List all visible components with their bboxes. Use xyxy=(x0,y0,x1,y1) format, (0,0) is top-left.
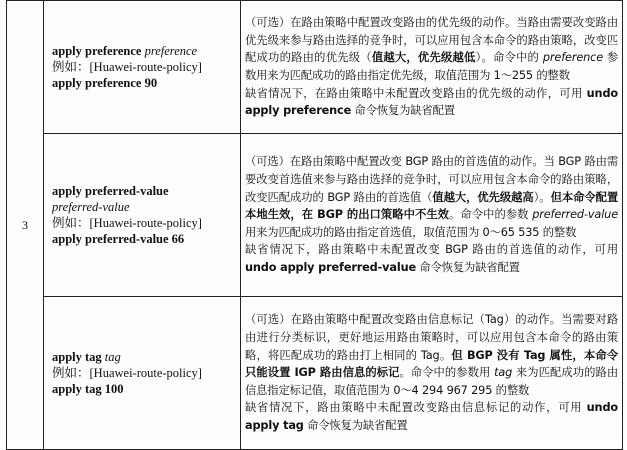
command-parameter: preferred-value xyxy=(52,200,130,214)
command-cell xyxy=(44,297,241,450)
table-row xyxy=(7,1,623,134)
example-line: 例如：[Huawei-route-policy] xyxy=(52,216,202,230)
example-command: apply tag 100 xyxy=(52,382,124,396)
command-syntax: apply preferred-value xyxy=(52,184,169,198)
description-paragraph: （可选）在路由策略中配置改变路由信息标记（Tag）的动作。当需要对路由进行分类标识，更好地运用路由策略时，可以应用包含本命令的路由策略，将匹配成功的路由打上相同的 Tag。但 BGP 没有 Tag 属性，本命令只能设置 IGP 路由信息的标记。命令中的参数用 tag 来为匹配成功的路由信息指定标记值，取值范围为 0～4 294 967 295 的整数 xyxy=(245,313,618,397)
default-paragraph: 缺省情况下，路由策略中未配置改变路由信息标记的动作，可用 undo apply tag 命令恢复为缺省配置 xyxy=(245,401,618,432)
default-paragraph: 缺省情况下，路由策略中未配置改变 BGP 路由的首选值的动作，可用 undo apply preferred-value 命令恢复为缺省配置 xyxy=(245,243,618,274)
example-line: 例如：[Huawei-route-policy] xyxy=(52,366,202,380)
default-paragraph: 缺省情况下，在路由策略中未配置改变路由的优先级的动作，可用 undo apply preference 命令恢复为缺省配置 xyxy=(245,86,618,118)
example-command: apply preference 90 xyxy=(52,76,158,90)
command-parameter: preference xyxy=(144,44,198,58)
example-command: apply preferred-value 66 xyxy=(52,232,185,246)
command-table xyxy=(6,0,623,450)
command-syntax: apply tag tag xyxy=(52,350,121,364)
description-paragraph: （可选）在路由策略中配置改变 BGP 路由的首选值的动作。当 BGP 路由需要改变首选值来参与路由选择的竞争时，可以应用包含本命令的路由策略，改变匹配成功的 BGP 路由的首选值（值越大，优先级越高）。但本命令配置本地生效，在 BGP 的出口策略中不生效。命令中的参数 preferred-value 用来为匹配成功的路由指定首选值，取值范围为 0～65 535 的整数 xyxy=(245,155,618,239)
description-cell xyxy=(241,297,623,450)
table-row xyxy=(7,297,623,450)
row-number: 3 xyxy=(7,1,44,450)
example-line: 例如：[Huawei-route-policy] xyxy=(52,60,202,74)
command-parameter: tag xyxy=(104,350,121,364)
command-syntax: apply preference preference xyxy=(52,44,198,58)
command-cell xyxy=(44,1,241,134)
description-paragraph: （可选）在路由策略中配置改变路由的优先级的动作。当路由需要改变路由优先级来参与路由选择的竞争时，可以应用包含本命令的路由策略，改变匹配成功的路由的优先级（值越大，优先级越低）。命令中的 preference 参数用来为匹配成功的路由指定优先级，取值范围为 1～255 的整数 xyxy=(245,16,618,82)
command-cell xyxy=(44,134,241,297)
description-cell xyxy=(241,134,623,297)
description-cell xyxy=(241,1,623,134)
table-row xyxy=(7,134,623,297)
